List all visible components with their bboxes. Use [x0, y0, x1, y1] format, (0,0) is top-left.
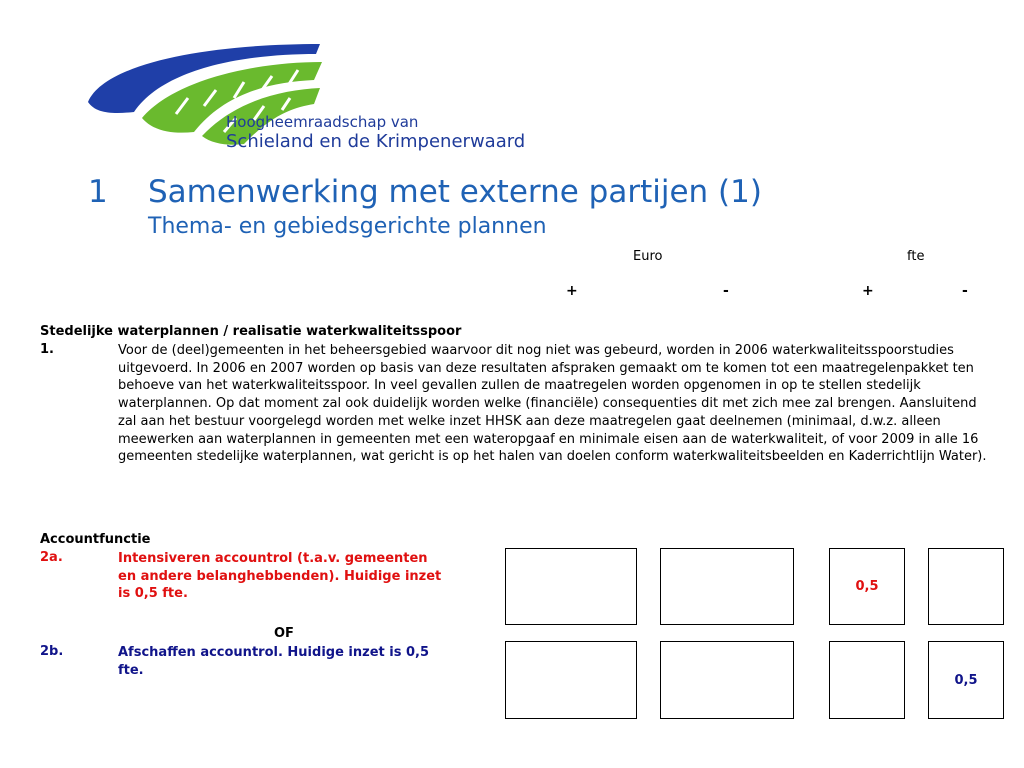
box-2b-fte-plus [829, 641, 905, 719]
title-number: 1 [88, 174, 108, 210]
euro-plus-sign: + [566, 283, 578, 299]
page-subtitle: Thema- en gebiedsgerichte plannen [148, 214, 547, 239]
option-2b-text: Afschaffen accountrol. Huidige inzet is 0,5 fte. [118, 645, 430, 678]
page-title: Samenwerking met externe partijen (1) [148, 174, 762, 210]
box-2b-euro-minus [660, 641, 794, 719]
org-name-line2: Schieland en de Krimpenerwaard [226, 131, 526, 152]
accountfunctie-heading: Accountfunctie [40, 532, 151, 547]
section-body-text: Voor de (deel)gemeenten in het beheersgebied waarvoor dit nog niet was gebeurd, worden in 2006 waterkwaliteitsspoorstudies uitgevoerd. In 2006 en 2007 worden op basis van deze resultaten afspraken gemaakt om te komen tot een maatregelenpakket ten behoeve van het waterkwaliteitsspoor. In veel gevallen zullen de maatregelen worden opgenomen in op te stellen stedelijk waterplannen. Op dat moment zal ook duidelijk worden welke (financiële) consequenties dit met zich mee zal brengen. Aansluitend zal aan het bestuur voorgelegd worden met welke inzet HHSK aan deze maatregelen gaat deelnemen (minimaal, d.w.z. alleen meewerken aan waterplannen in gemeenten met een wateropgaaf en minimale eisen aan de waterkwaliteit, of voor 2009 in alle 16 gemeenten stedelijke waterplannen, wat gericht is op het halen van doelen conform waterkwaliteitsbeelden en Kaderrichtlijn Water). [118, 343, 987, 465]
box-2b-euro-plus [505, 641, 637, 719]
euro-minus-sign: - [723, 283, 729, 299]
fte-minus-sign: - [962, 283, 968, 299]
option-2a-text: Intensiveren accountrol (t.a.v. gemeenten en andere belanghebbenden). Huidige inzet is 0,5 fte. [118, 551, 442, 602]
box-2a-euro-plus [505, 548, 637, 625]
option-2a-number: 2a. [40, 550, 63, 565]
column-header-euro: Euro [633, 249, 663, 264]
org-name-line1: Hoogheemraadschap van [226, 113, 419, 131]
option-2b-number: 2b. [40, 644, 64, 659]
box-2a-euro-minus [660, 548, 794, 625]
item-number: 1. [40, 342, 54, 357]
section-heading: Stedelijke waterplannen / realisatie waterkwaliteitsspoor [40, 324, 462, 339]
box-2a-fte-plus: 0,5 [829, 548, 905, 625]
box-2a-fte-minus [928, 548, 1004, 625]
column-header-fte: fte [907, 249, 925, 264]
box-2b-fte-minus: 0,5 [928, 641, 1004, 719]
fte-plus-sign: + [862, 283, 874, 299]
or-label: OF [274, 626, 294, 641]
